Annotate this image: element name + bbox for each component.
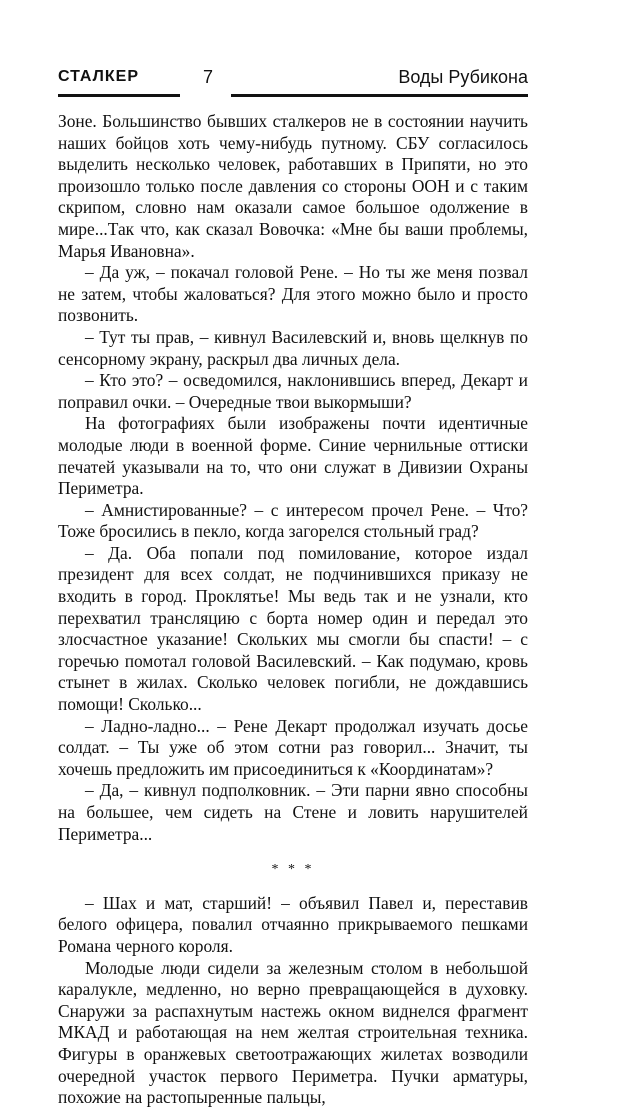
paragraph: Молодые люди сидели за железным столом в небольшой каралукле, медленно, но верно превращающейся в духовку. Снаружи за распахнутым настежь окном виднелся фрагмент МКАД и работающая на нем желтая строительная техника. Фигуры в оранжевых светоотражающих жилетах возводили очередной участок первого Периметра. Пучки арматуры, похожие на растопыренные пальцы, xyxy=(58,957,528,1108)
series-title: СТАЛКЕР xyxy=(58,68,140,85)
paragraph: На фотографиях были изображены почти идентичные молодые люди в военной форме. Синие чернильные оттиски печатей указывали на то, что они служат в Дивизии Охраны Периметра. xyxy=(58,413,528,499)
paragraph: Зоне. Большинство бывших сталкеров не в состоянии научить наших бойцов хоть чему-нибудь путному. СБУ согласилось выделить несколько человек, работавших в Припяти, но это произошло только после давления со стороны ООН и с таким скрипом, словно нам оказали самое большое одолжение в мире...Так что, как сказал Вовочка: «Мне бы ваши проблемы, Марья Ивановна». xyxy=(58,111,528,261)
paragraph: – Шах и мат, старший! – объявил Павел и, переставив белого офицера, повалил отчаянно прикрываемого пешками Романа черного короля. xyxy=(58,892,528,956)
section-separator: * * * xyxy=(271,862,315,878)
paragraph: – Кто это? – осведомился, наклонившись вперед, Декарт и поправил очки. – Очередные твои выкормыши? xyxy=(58,370,528,412)
body-text xyxy=(58,111,528,1109)
running-header xyxy=(58,66,528,96)
paragraph: – Тут ты прав, – кивнул Василевский и, вновь щелкнув по сенсорному экрану, раскрыл два личных дела. xyxy=(58,326,528,369)
header-rule-right xyxy=(231,94,528,97)
page-number: 7 xyxy=(203,67,214,87)
paragraph: – Амнистированные? – с интересом прочел Рене. – Что? Тоже бросились в пекло, когда загорелся стольный град? xyxy=(58,499,528,542)
paragraph: – Да уж, – покачал головой Рене. – Но ты же меня позвал не затем, чтобы жаловаться? Для этого можно было и просто позвонить. xyxy=(58,262,528,326)
header-rule-left xyxy=(58,94,180,97)
paragraph: – Да. Оба попали под помилование, которое издал президент для всех солдат, не подчинившихся приказу не входить в город. Проклятье! Мы ведь так и не узнали, кто перехватил трансляцию с борта номер один и передал это злосчастное указание! Скольких мы смогли бы спасти! – с горечью помотал головой Василевский. – Как подумаю, кровь стынет в жилах. Сколько человек погибли, не дождавшись помощи! Сколько... xyxy=(58,542,528,715)
book-title: Воды Рубикона xyxy=(398,67,528,87)
paragraph: – Да, – кивнул подполковник. – Эти парни явно способны на большее, чем сидеть на Стене и ловить нарушителей Периметра... xyxy=(58,780,528,844)
paragraph: – Ладно-ладно... – Рене Декарт продолжал изучать досье солдат. – Ты уже об этом сотни раз говорил... Значит, ты хочешь предложить им присоединиться к «Координатам»? xyxy=(58,715,528,779)
